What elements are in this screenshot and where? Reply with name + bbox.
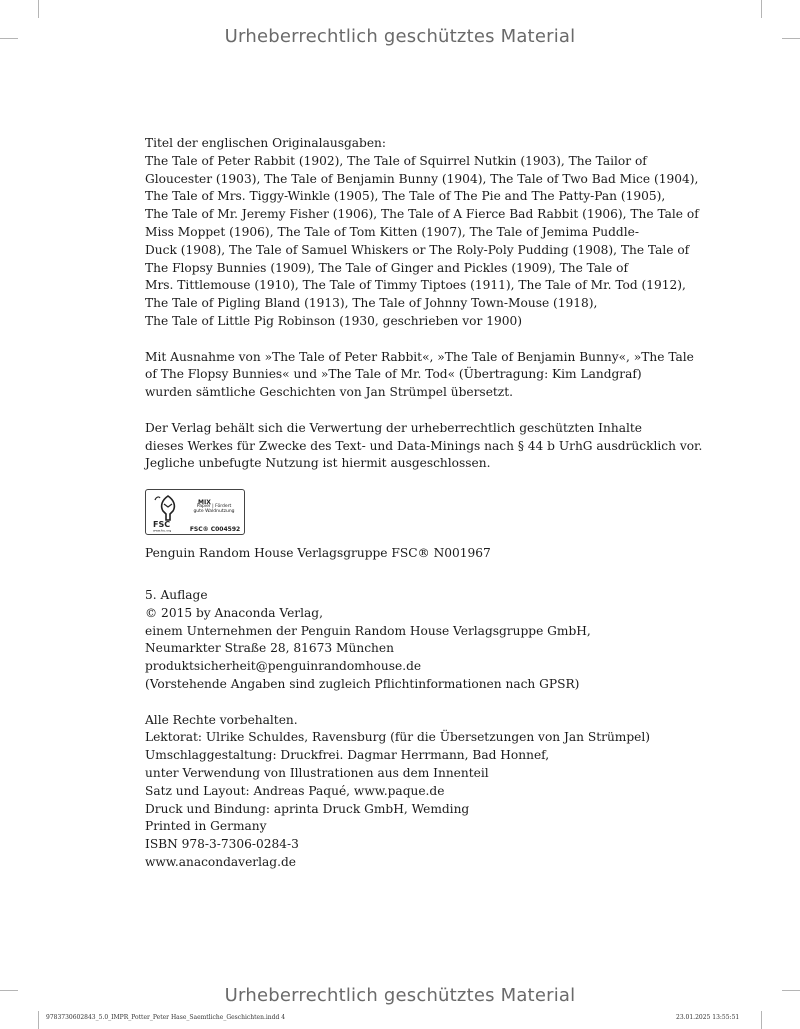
cover-credit-cont: unter Verwendung von Illustrationen aus dem Innenteil	[145, 765, 489, 780]
edition: 5. Auflage	[145, 587, 208, 602]
tdm-note	[145, 420, 703, 473]
publisher-block	[145, 587, 675, 694]
fsc-description	[188, 504, 240, 514]
watermark-bottom: Urheberrechtlich geschütztes Material	[224, 985, 576, 1006]
title-line: Miss Moppet (1906), The Tale of Tom Kitten (1907), The Tale of Jemima Puddle-	[145, 224, 639, 239]
tdm-line: dieses Werkes für Zwecke des Text- und Data-Minings nach § 44 b UrhG ausdrücklich vor.	[145, 438, 703, 453]
crop-mark	[761, 0, 762, 18]
translation-line: wurden sämtliche Geschichten von Jan Strümpel übersetzt.	[145, 385, 513, 400]
tdm-line: Jegliche unbefugte Nutzung ist hiermit ausgeschlossen.	[145, 456, 491, 471]
translation-line: Mit Ausnahme von »The Tale of Peter Rabbit«, »The Tale of Benjamin Bunny«, »The Tale	[145, 349, 694, 364]
translation-line: of The Flopsy Bunnies« und »The Tale of Mr. Tod« (Übertragung: Kim Landgraf)	[145, 367, 642, 382]
editor-credit: Lektorat: Ulrike Schuldes, Ravensburg (für die Übersetzungen von Jan Strümpel)	[145, 730, 651, 745]
fsc-logo-text: FSC	[153, 520, 171, 530]
print-file-info: 9783730602843_5.0_IMPR_Potter_Peter Hase_Saemtliche_Geschichten.indd 4	[46, 1014, 286, 1021]
title-line: The Flopsy Bunnies (1909), The Tale of Ginger and Pickles (1909), The Tale of	[145, 260, 628, 275]
isbn: ISBN 978-3-7306-0284-3	[145, 837, 299, 852]
title-line: The Tale of Pigling Bland (1913), The Tale of Johnny Town-Mouse (1918),	[145, 296, 598, 311]
title-line: The Tale of Mr. Jeremy Fisher (1906), The Tale of A Fierce Bad Rabbit (1906), The Tale of	[145, 207, 699, 222]
rights-note: Alle Rechte vorbehalten.	[145, 712, 298, 727]
printing-credit: Druck und Bindung: aprinta Druck GmbH, Wemding	[145, 801, 470, 816]
watermark-top: Urheberrechtlich geschütztes Material	[224, 26, 576, 47]
translation-note	[145, 349, 694, 402]
title-line: The Tale of Mrs. Tiggy-Winkle (1905), The Tale of The Pie and The Patty-Pan (1905),	[145, 189, 666, 204]
crop-mark	[38, 0, 39, 18]
fsc-tree-logo-icon	[150, 492, 186, 532]
fsc-desc-line: Papier | Fördert	[196, 504, 232, 510]
printed-in: Printed in Germany	[145, 819, 267, 834]
fsc-desc-line: gute Waldnutzung	[193, 509, 235, 515]
title-line: Duck (1908), The Tale of Samuel Whiskers or The Roly-Poly Pudding (1908), The Tale of	[145, 242, 690, 257]
original-titles-block	[145, 135, 699, 331]
fsc-logo-url: www.fsc.org	[153, 528, 172, 533]
publisher-company: einem Unternehmen der Penguin Random House Verlagsgruppe GmbH,	[145, 623, 591, 638]
title-line: Gloucester (1903), The Tale of Benjamin Bunny (1904), The Tale of Two Bad Mice (1904),	[145, 171, 699, 186]
fsc-line: Penguin Random House Verlagsgruppe FSC® N001967	[145, 546, 491, 561]
copyright: © 2015 by Anaconda Verlag,	[145, 605, 323, 620]
imprint-content	[145, 135, 703, 872]
crop-mark	[38, 1011, 39, 1029]
fsc-label	[145, 489, 245, 535]
title-line: The Tale of Peter Rabbit (1902), The Tale of Squirrel Nutkin (1903), The Tailor of	[145, 153, 647, 168]
website: www.anacondaverlag.de	[145, 854, 296, 869]
print-timestamp: 23.01.2025 13:55:51	[676, 1014, 740, 1021]
typesetting-credit: Satz und Layout: Andreas Paqué, www.paque.de	[145, 783, 445, 798]
fsc-mix: MIX	[198, 499, 211, 507]
credits-block	[145, 712, 675, 872]
publisher-email: produktsicherheit@penguinrandomhouse.de	[145, 659, 422, 674]
title-line: The Tale of Little Pig Robinson (1930, geschrieben vor 1900)	[145, 313, 522, 328]
fsc-code: FSC® C004592	[189, 526, 241, 534]
publisher-address: Neumarkter Straße 28, 81673 München	[145, 641, 394, 656]
title-line: Mrs. Tittlemouse (1910), The Tale of Timmy Tiptoes (1911), The Tale of Mr. Tod (1912),	[145, 278, 686, 293]
cover-credit: Umschlaggestaltung: Druckfrei. Dagmar Herrmann, Bad Honnef,	[145, 748, 550, 763]
crop-mark	[761, 1011, 762, 1029]
tdm-line: Der Verlag behält sich die Verwertung der urheberrechtlich geschützten Inhalte	[145, 420, 642, 435]
original-titles-heading: Titel der englischen Originalausgaben:	[145, 136, 386, 150]
gpsr-note: (Vorstehende Angaben sind zugleich Pflichtinformationen nach GPSR)	[145, 676, 580, 691]
